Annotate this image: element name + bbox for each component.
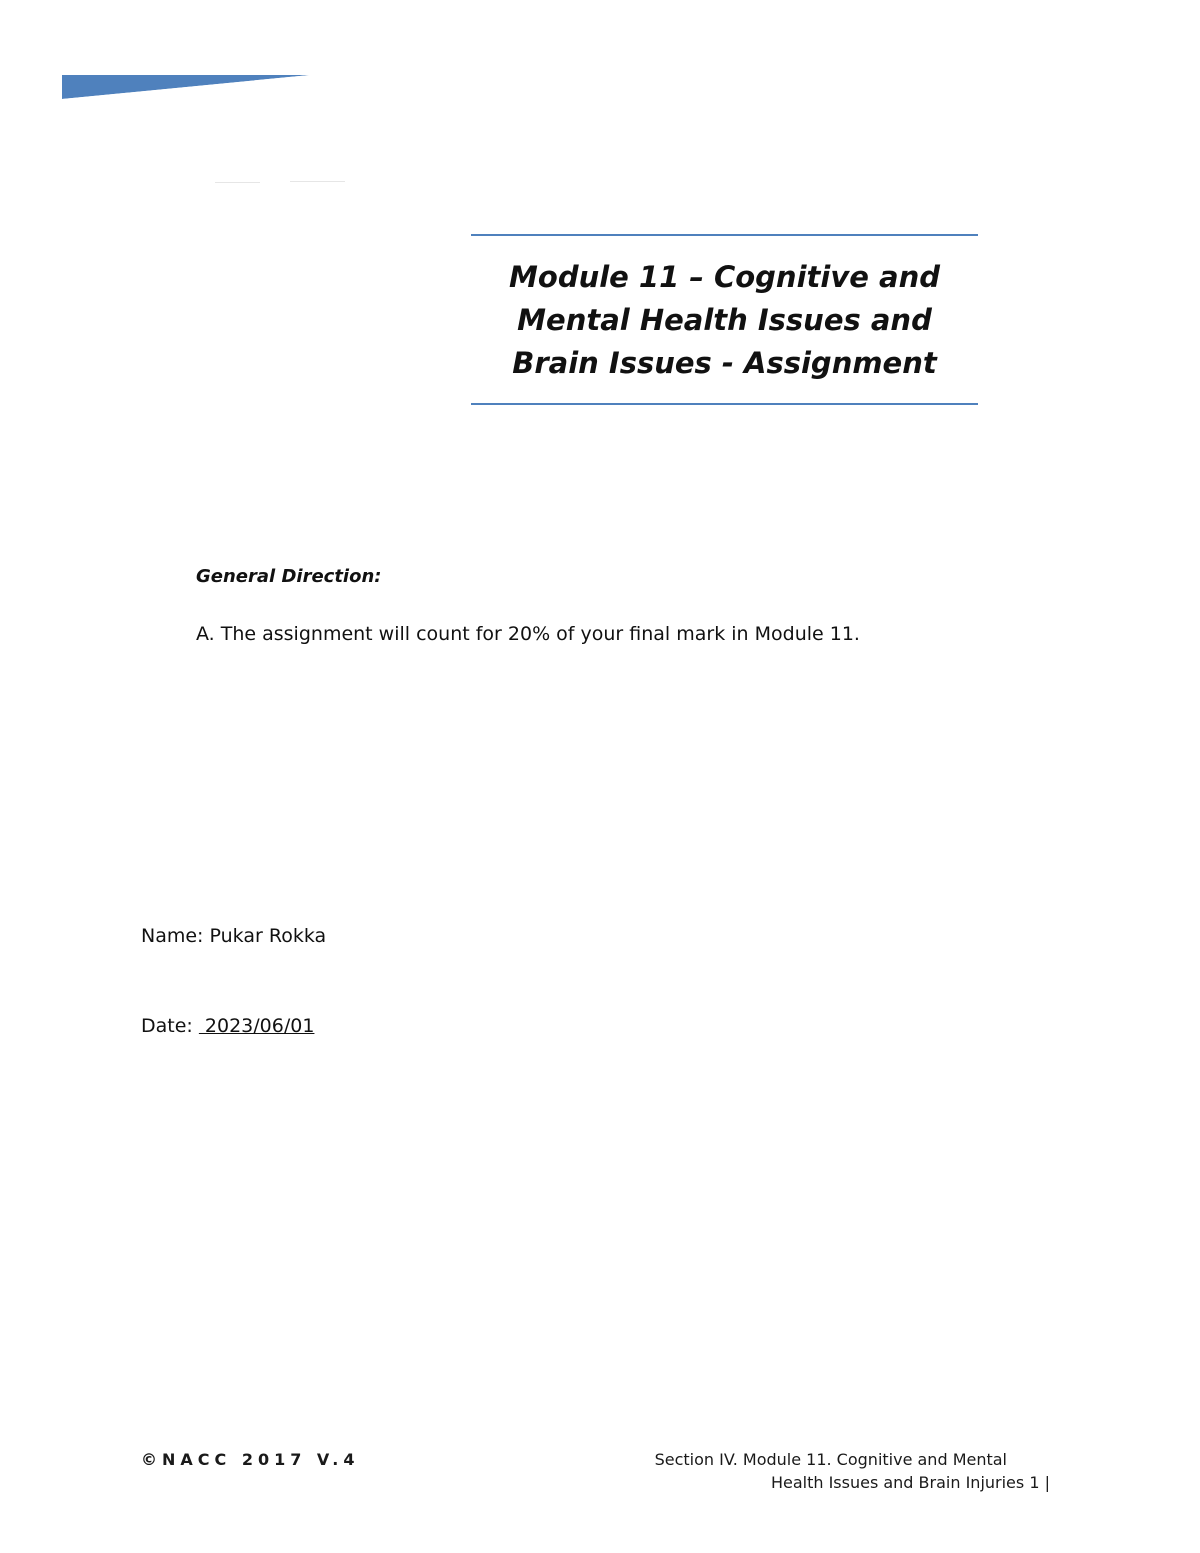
name-label: Name: — [141, 925, 204, 947]
general-direction-heading: General Direction: — [196, 566, 382, 587]
title-block — [471, 234, 978, 406]
footer-section-line-2: Health Issues and Brain Injuries — [770, 1473, 1025, 1492]
date-line — [141, 1015, 314, 1037]
date-value: 2023/06/01 — [198, 1015, 315, 1037]
date-label: Date: — [141, 1015, 193, 1037]
footer-section-line-2-wrapper — [600, 1471, 1050, 1494]
direction-item-a: A. The assignment will count for 20% of your final mark in Module 11. — [196, 623, 860, 645]
footer-separator: | — [1044, 1473, 1050, 1492]
name-value: Pukar Rokka — [209, 925, 327, 947]
footer-copyright: ©NACC 2017 V.4 — [141, 1450, 360, 1469]
page-number: 1 — [1029, 1473, 1040, 1492]
header-accent-shape — [62, 75, 310, 99]
footer-section-line-1: Section IV. Module 11. Cognitive and Mental — [654, 1450, 1007, 1469]
title-line-2: Mental Health Issues and — [517, 303, 932, 337]
faint-decorative-line — [215, 181, 345, 184]
title-line-1: Module 11 – Cognitive and — [509, 260, 940, 294]
footer-section-info — [600, 1448, 1050, 1494]
document-title — [471, 256, 978, 385]
student-name-line — [141, 925, 326, 947]
title-top-rule — [471, 234, 978, 236]
title-bottom-rule — [471, 403, 978, 405]
title-line-3: Brain Issues - Assignment — [512, 346, 937, 380]
